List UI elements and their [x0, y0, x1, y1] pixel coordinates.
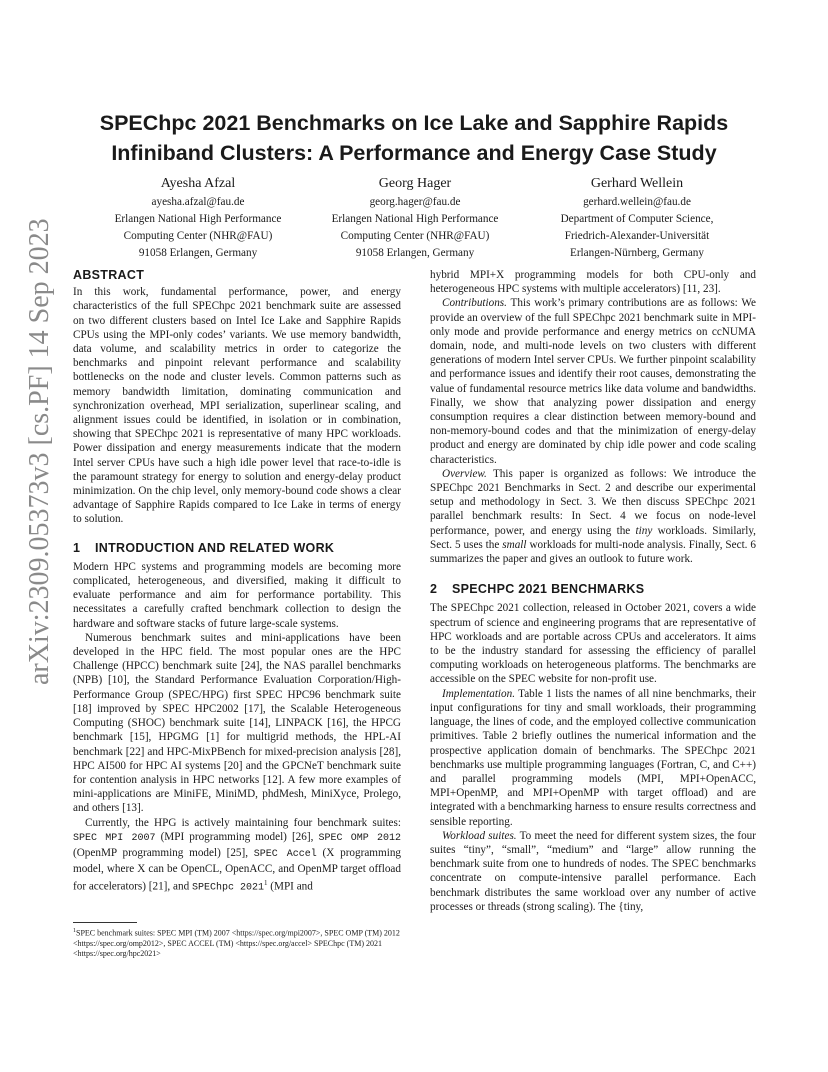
text-run: To meet the need for different system sizes, the four suites “tiny”, “small”, “medium” and “large” allow running the benchmark suite from one to hundreds of nodes. The SPEC benchmarks concentrate on compute-intensive parallel performance. Each benchmark distributes the same workload over any number of active processes or threads (strong scaling). The {tiny, — [430, 829, 756, 913]
author-email[interactable]: gerhard.wellein@fau.de — [583, 196, 691, 208]
text-run: workloads for multi-node analysis. Finally, Sect. 6 summarizes the paper and gives an outlook to future work. — [430, 538, 756, 566]
paragraph-label: Contributions. — [442, 297, 507, 310]
text-run: (MPI and — [267, 881, 313, 894]
code-text: SPEC OMP 2012 — [318, 832, 401, 844]
section-title: INTRODUCTION AND RELATED WORK — [95, 540, 335, 555]
code-text: SPEC MPI 2007 — [73, 832, 156, 844]
code-text: SPEChpc 2021 — [191, 883, 264, 895]
paragraph: hybrid MPI+X programming models for both CPU-only and heterogeneous HPC systems with multiple accelerators) [11, 23]. — [430, 269, 756, 296]
author-name: Gerhard Wellein — [590, 176, 684, 191]
text-run: tiny — [635, 524, 653, 537]
paragraph — [73, 816, 401, 897]
author-block-3 — [527, 174, 747, 262]
text-run: This paper is organized as follows: We introduce the SPEChpc 2021 Benchmarks in Sect. 2 and describe our experimental setup and methodology in Sect. 3. We then discuss SPEChpc 2021 parallel benchmark results: In Sect. 4 we focus on node-level performance, power, and energy using the — [430, 467, 756, 537]
section-heading — [430, 582, 756, 596]
author-email[interactable]: georg.hager@fau.de — [369, 196, 461, 208]
paragraph — [430, 829, 756, 914]
abstract-text: In this work, fundamental performance, power, and energy characteristics of the full SPEChpc 2021 benchmark suite are assessed on two different clusters based on Intel Ice Lake and Sapphire Rapids CPUs using the MPI-only codes’ variants. We use memory bandwidth, data volume, and scalability metrics in order to categorize the benchmarks and pinpoint relevant performance and scalability bottlenecks on the node and cluster levels. Common patterns such as memory bandwidth limitation, dominating communication and synchronization overhead, MPI serialization, superlinear scaling, and alignment issues could be identified, in isolation or in combination, showing that SPEChpc 2021 is representative of many HPC workloads. Power dissipation and energy measurements indicate that the modern Intel server CPUs have such a high idle power level that race-to-idle is the paramount strategy for energy to solution and energy-delay product minimization. On the chip level, only memory-bound code shows a clear advantage of Sapphire Rapids compared to Ice Lake in terms of energy to solution. — [73, 286, 401, 526]
text-run: Currently, the HPG is actively maintaining four benchmark suites: — [85, 816, 401, 829]
author-affiliation: 91058 Erlangen, Germany — [138, 247, 258, 259]
title-line-1: SPEChpc 2021 Benchmarks on Ice Lake and Sapphire Rapids — [99, 111, 729, 135]
text-run: (X programming model, where X can be OpenCL, OpenACC, and OpenMP target offload for accelerators) [21], and — [73, 846, 402, 894]
author-affiliation: Department of Computer Science, — [560, 213, 714, 225]
footnote-mark: 1 — [73, 928, 76, 934]
right-column — [430, 268, 756, 914]
paragraph — [430, 296, 756, 466]
text-run: Table 1 lists the names of all nine benchmarks, their input configurations for tiny and small workloads, their programming language, the lines of code, and the employed collective communication primitives. Table 2 briefly outlines the numerical information and the prospective application domain of benchmarks. The SPEChpc 2021 benchmarks use multiple programming languages (Fortran, C, and C++) and parallel programming models (MPI, MPI+OpenACC, MPI+OpenMP, and MPI+OpenMP with target offload) and are integrated with a benchmarking harness to ensure results correctness and sensible reporting. — [430, 687, 756, 828]
footnote-marker[interactable]: 1 — [263, 879, 268, 888]
title-line-2: Infiniband Clusters: A Performance and Energy Case Study — [111, 141, 717, 165]
paragraph-label: Implementation. — [442, 687, 516, 700]
author-affiliation: 91058 Erlangen, Germany — [355, 247, 475, 259]
footnote-rule — [73, 922, 137, 923]
author-block-2 — [305, 174, 525, 262]
code-text: SPEC Accel — [253, 848, 317, 860]
author-affiliation: Computing Center (NHR@FAU) — [340, 230, 490, 242]
text-run: This work’s primary contributions are as follows: We provide an overview of the full SPEChpc 2021 benchmark suite in MPI-only mode and provide performance and energy metrics on ccNUMA domain, node, and multi-node levels on two clusters with different generations of modern Intel server CPUs. We further pinpoint scalability and performance issues and identify their root causes, demonstrating the value of fundamental resource metrics like data volume and bandwidths. Finally, we show that analyzing power dissipation and energy consumption requires a clear distinction between memory-bound and non-memory-bound codes and that the minimization of energy-delay product and energy are dominated by chip idle power and code scaling characteristics. — [430, 297, 756, 466]
author-block-1 — [88, 174, 308, 262]
section-title: SPECHPC 2021 BENCHMARKS — [452, 582, 645, 597]
author-name: Ayesha Afzal — [160, 176, 236, 191]
footnote-text: SPEC benchmark suites: SPEC MPI (TM) 2007 <https://spec.org/mpi2007>, SPEC OMP (TM) 2012 <https://spec.org/omp2012>, SPEC ACCEL (TM) <https://spec.org/accel> SPEChpc (TM) 2021 <https://spec.org/hpc2021> — [73, 928, 400, 959]
paragraph-label: Overview. — [442, 467, 487, 480]
text-run: (OpenMP programming model) [25], — [73, 846, 254, 859]
paragraph: The SPEChpc 2021 collection, released in October 2021, covers a wide spectrum of science and engineering programs that are representative of HPC workloads and are portable across CPUs and accelerators. It aims to be the industry standard for assessing the efficiency of parallel computing workloads on heterogeneous platforms. The benchmarks are accessible on the SPEC website for non-profit use. — [430, 602, 756, 686]
author-name: Georg Hager — [378, 176, 452, 191]
author-affiliation: Erlangen National High Performance — [114, 213, 282, 225]
author-affiliation: Erlangen National High Performance — [331, 213, 499, 225]
author-email[interactable]: ayesha.afzal@fau.de — [151, 196, 245, 208]
text-run: workloads. Similarly, Sect. 5 uses the — [430, 524, 756, 551]
author-affiliation: Erlangen-Nürnberg, Germany — [570, 247, 704, 259]
footnote — [73, 926, 401, 960]
author-affiliation: Friedrich-Alexander-Universität — [564, 230, 710, 242]
paragraph: Modern HPC systems and programming models are becoming more complicated, heterogeneous, and diversified, making it difficult to evaluate performance and aim for performance portability. This necessitates a carefully crafted benchmark collection to design the hardware and software stacks of future large-scale systems. — [73, 560, 401, 630]
section-heading — [73, 541, 401, 555]
arxiv-identifier: arXiv:2309.05373v3 [cs.PF] 14 Sep 2023 — [24, 218, 55, 685]
left-column — [73, 268, 401, 896]
paragraph: Numerous benchmark suites and mini-applications have been developed in the HPC field. The most popular ones are the HPC Challenge (HPCC) benchmark suite [24], the NAS parallel benchmarks (NPB) [10], the Standard Performance Evaluation Corporation/High-Performance Group (SPEC/HPG) first SPEC HPC96 benchmark suite [18] improved by SPEC HPC2002 [17], the Scalable Heterogeneous Computing (SHOC) benchmark suite [14], LINPACK [16], the HPCG benchmark [15], HPGMG [1] for multigrid methods, the HPL-AI benchmark [22] and HPC-MixPBench for mixed-precision analysis [28], HPC AI500 for HPC AI systems [20] and the GPCNeT benchmark suite for contention analysis in HPC networks [12]. A few more examples of mini-applications are MiniFE, MiniMD, phdMesh, MiniXyce, Prolego, and others [13]. — [73, 631, 401, 815]
paragraph-label: Workload suites. — [442, 829, 517, 842]
section-number: 2 — [430, 582, 438, 597]
paragraph — [430, 467, 756, 566]
author-affiliation: Computing Center (NHR@FAU) — [123, 230, 273, 242]
text-run: small — [502, 538, 527, 551]
text-run: (MPI programming model) [26], — [155, 830, 319, 843]
paragraph — [430, 687, 756, 829]
abstract-heading: ABSTRACT — [73, 268, 145, 282]
paper-title — [0, 108, 828, 168]
section-number: 1 — [73, 540, 81, 555]
